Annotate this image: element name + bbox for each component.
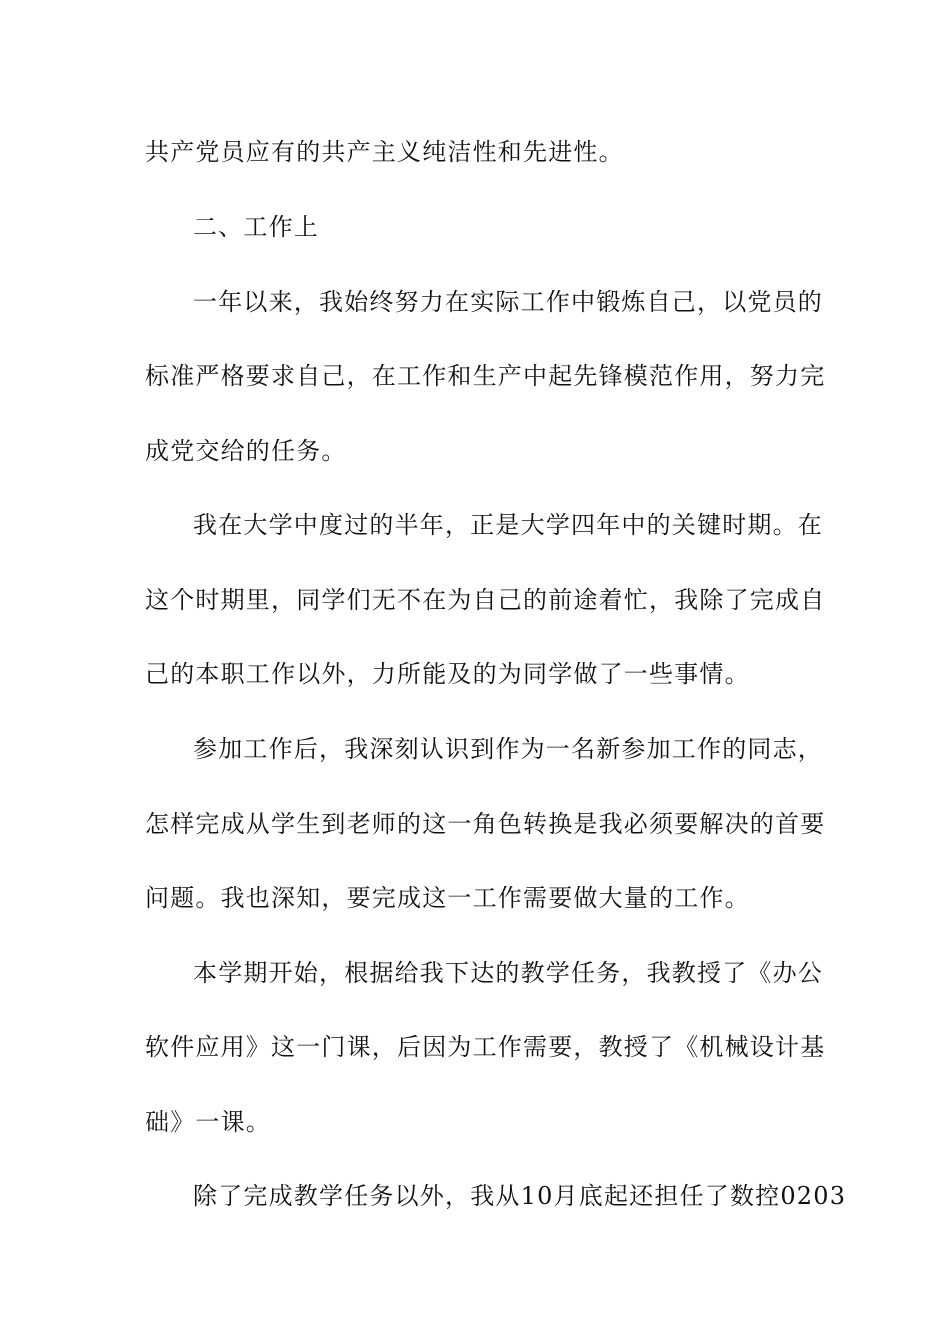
text-line: 本学期开始，根据给我下达的教学任务，我教授了《办公 (193, 959, 823, 987)
text-line: 己的本职工作以外，力所能及的为同学做了一些事情。 (145, 660, 750, 688)
text-line: 础》一课。 (145, 1108, 271, 1136)
section-heading: 二、工作上 (193, 213, 319, 241)
text-line: 除了完成教学任务以外，我从10月底起还担任了数控0203 (193, 1182, 847, 1210)
text-line: 问题。我也深知，要完成这一工作需要做大量的工作。 (145, 884, 750, 912)
text-line: 标准严格要求自己，在工作和生产中起先锋模范作用，努力完 (145, 362, 826, 390)
text-line: 参加工作后，我深刻认识到作为一名新参加工作的同志， (193, 735, 823, 763)
text-line: 这个时期里，同学们无不在为自己的前途着忙，我除了完成自 (145, 586, 826, 614)
text-line: 我在大学中度过的半年，正是大学四年中的关键时期。在 (193, 511, 823, 539)
text-line: 一年以来，我始终努力在实际工作中锻炼自己，以党员的 (193, 288, 823, 316)
text-line: 成党交给的任务。 (145, 437, 347, 465)
text-line: 软件应用》这一门课，后因为工作需要，教授了《机械设计基 (145, 1033, 826, 1061)
text-line: 怎样完成从学生到老师的这一角色转换是我必须要解决的首要 (145, 810, 826, 838)
text-line: 共产党员应有的共产主义纯洁性和先进性。 (145, 138, 624, 166)
